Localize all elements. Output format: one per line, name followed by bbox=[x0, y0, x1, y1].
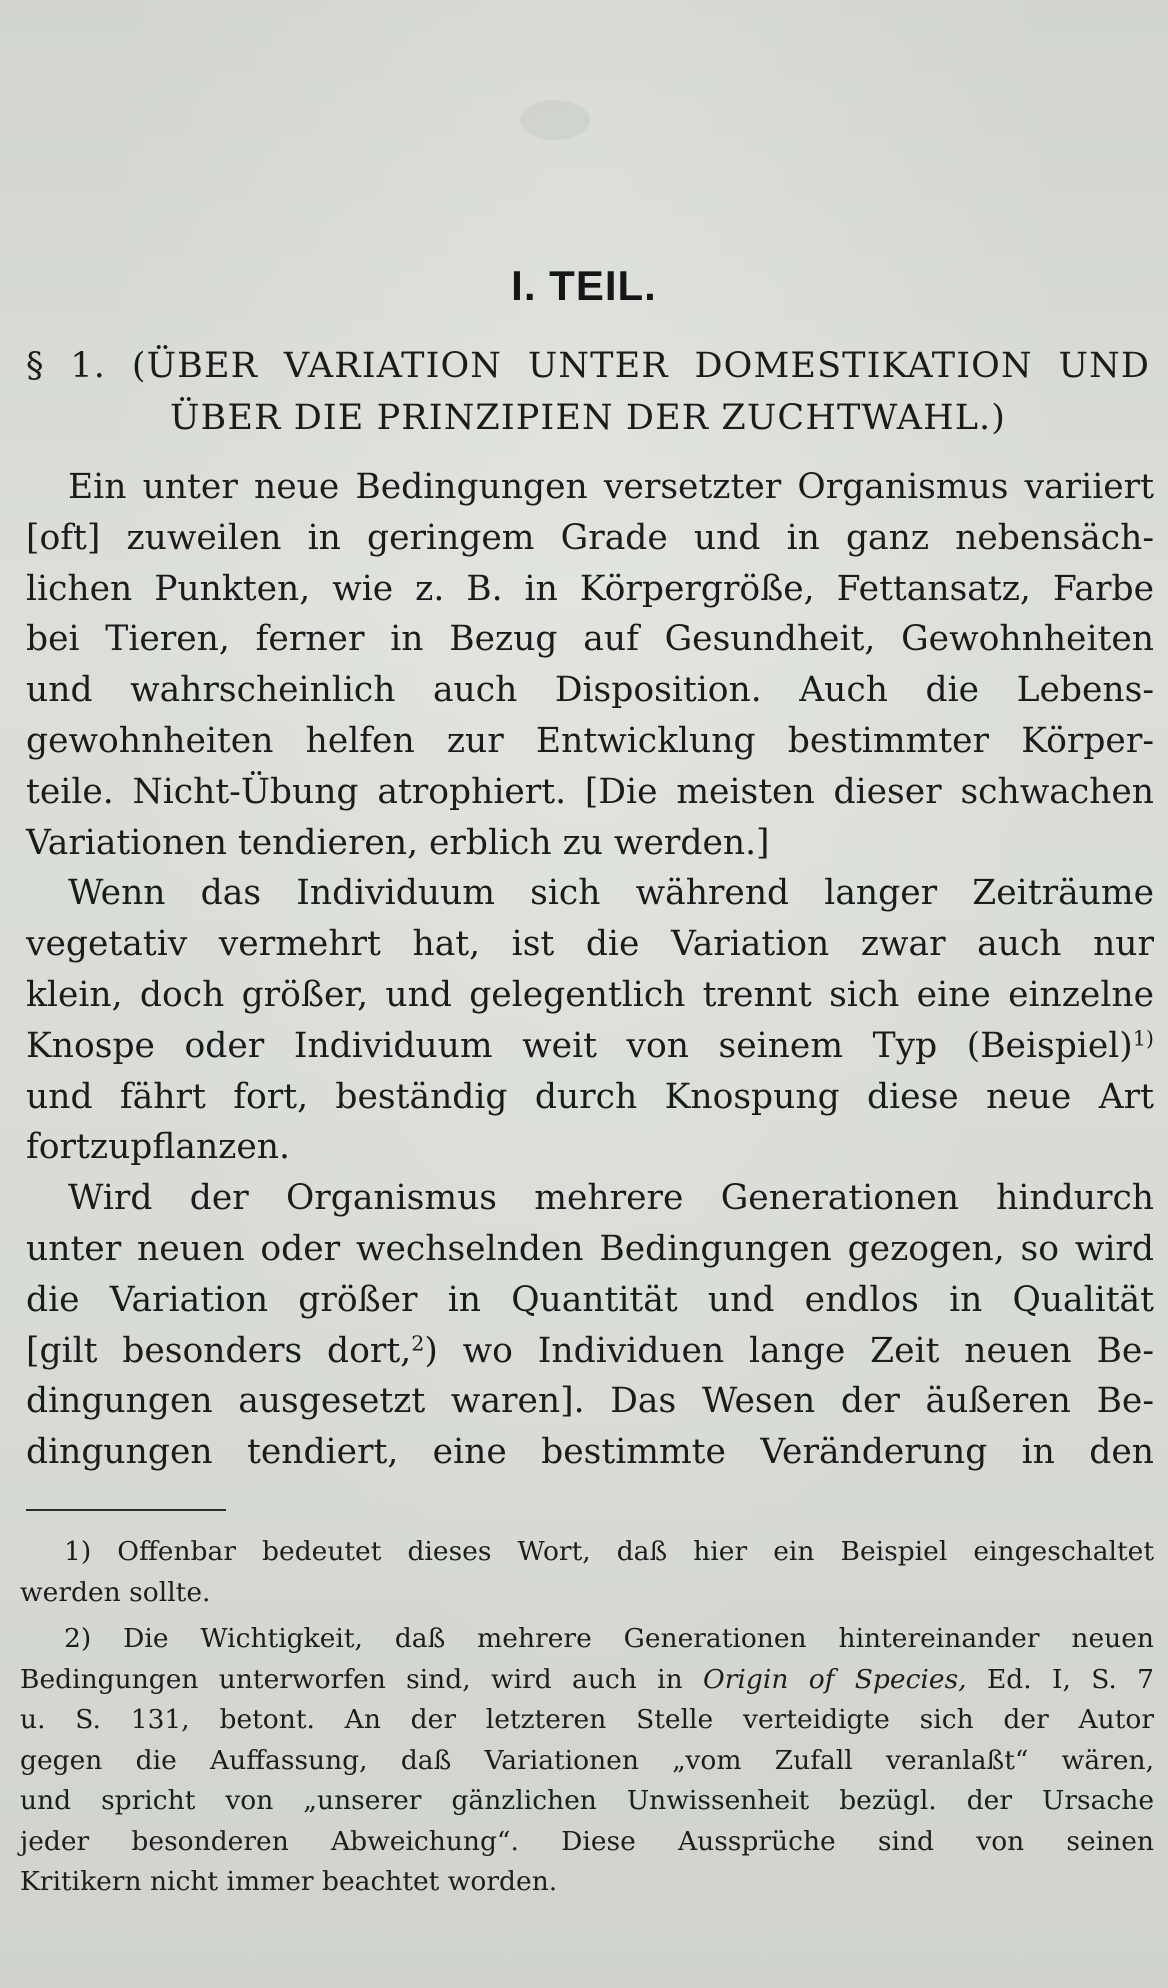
body-line: unter neuen oder wechselnden Bedingungen gezogen, so wird bbox=[26, 1228, 1154, 1269]
body-line: Ein unter neue Bedingungen versetzter Organismus variiert bbox=[68, 467, 1154, 507]
body-text bbox=[26, 462, 1154, 1478]
body-line-with-footnote-ref bbox=[26, 1021, 1154, 1072]
paper-smudge bbox=[520, 100, 590, 140]
body-line: die Variation größer in Quantität und endlos in Qualität bbox=[26, 1279, 1154, 1320]
part-title: I. TEIL. bbox=[511, 262, 657, 309]
body-line: teile. Nicht-Übung atrophiert. [Die meisten dieser schwachen bbox=[26, 771, 1154, 812]
footnote-line: Kritikern nicht immer beachtet worden. bbox=[20, 1866, 558, 1897]
body-line: Wird der Organismus mehrere Generationen hindurch bbox=[68, 1178, 1154, 1219]
section-heading-line-1: § 1. (ÜBER VARIATION UNTER DOMESTIKATION UND bbox=[26, 346, 1150, 386]
body-line: Variationen tendieren, erblich zu werden.] bbox=[26, 822, 770, 863]
body-line-text: [gilt besonders dort, bbox=[26, 1330, 412, 1371]
body-line: bei Tieren, ferner in Bezug auf Gesundheit, Gewohnheiten bbox=[26, 619, 1154, 660]
body-line: und wahrscheinlich auch Disposition. Auch die Lebens- bbox=[26, 670, 1154, 711]
footnote-text: Bedingungen unterworfen sind, wird auch in bbox=[20, 1663, 683, 1695]
footnote-line: werden sollte. bbox=[20, 1576, 211, 1608]
body-line: dingungen ausgesetzt waren]. Das Wesen der äußeren Be- bbox=[26, 1381, 1154, 1422]
section-heading bbox=[26, 340, 1150, 444]
book-citation: Origin of Species, bbox=[703, 1663, 967, 1695]
body-line-text: ) wo Individuen lange Zeit neuen Be- bbox=[424, 1330, 1154, 1371]
body-line-with-footnote-ref bbox=[26, 1326, 1154, 1377]
section-heading-line-2: ÜBER DIE PRINZIPIEN DER ZUCHTWAHL.) bbox=[169, 398, 1007, 438]
body-line: und fährt fort, beständig durch Knospung diese neue Art bbox=[26, 1076, 1154, 1117]
footnote-ref-number: 1 bbox=[1132, 1026, 1146, 1051]
body-line-text: Knospe oder Individuum weit von seinem Typ (Beispiel) bbox=[26, 1025, 1133, 1066]
footnote-text: Ed. I, S. 7 bbox=[986, 1663, 1154, 1695]
body-line: vegetativ vermehrt hat, ist die Variation zwar auch nur bbox=[26, 924, 1154, 965]
footnote-divider bbox=[26, 1509, 226, 1511]
body-line: fortzupflanzen. bbox=[26, 1127, 290, 1168]
footnote-line: 1) Offenbar bedeutet dieses Wort, daß hier ein Beispiel eingeschaltet bbox=[64, 1536, 1154, 1567]
footnote-ref-paren: ) bbox=[1145, 1026, 1154, 1051]
footnote-line: und spricht von „unserer gänzlichen Unwissenheit bezügl. der Ursache bbox=[20, 1785, 1154, 1816]
body-line: Wenn das Individuum sich während langer Zeiträume bbox=[68, 873, 1154, 914]
footnote-line: jeder besonderen Abweichung“. Diese Aussprüche sind von seinen bbox=[20, 1825, 1154, 1857]
body-line: dingungen tendiert, eine bestimmte Veränderung in den bbox=[26, 1432, 1154, 1473]
footnote-line: gegen die Auffassung, daß Variationen „vom Zufall veranlaßt“ wären, bbox=[20, 1744, 1154, 1776]
body-line: klein, doch größer, und gelegentlich trennt sich eine einzelne bbox=[26, 974, 1154, 1015]
footnote-ref-2[interactable]: 2 bbox=[411, 1331, 425, 1356]
footnotes bbox=[20, 1532, 1154, 1903]
footnote-line-with-citation bbox=[20, 1660, 1154, 1701]
body-line: [oft] zuweilen in geringem Grade und in ganz nebensäch- bbox=[26, 517, 1154, 558]
footnote-line: u. S. 131, betont. An der letzteren Stelle verteidigte sich der Autor bbox=[20, 1704, 1154, 1735]
body-line: gewohnheiten helfen zur Entwicklung bestimmter Körper- bbox=[26, 720, 1154, 761]
body-line: lichen Punkten, wie z. B. in Körpergröße, Fettansatz, Farbe bbox=[26, 568, 1154, 609]
footnote-line: 2) Die Wichtigkeit, daß mehrere Generationen hintereinander neuen bbox=[64, 1623, 1154, 1654]
footnote-ref-1[interactable] bbox=[1133, 1026, 1154, 1050]
